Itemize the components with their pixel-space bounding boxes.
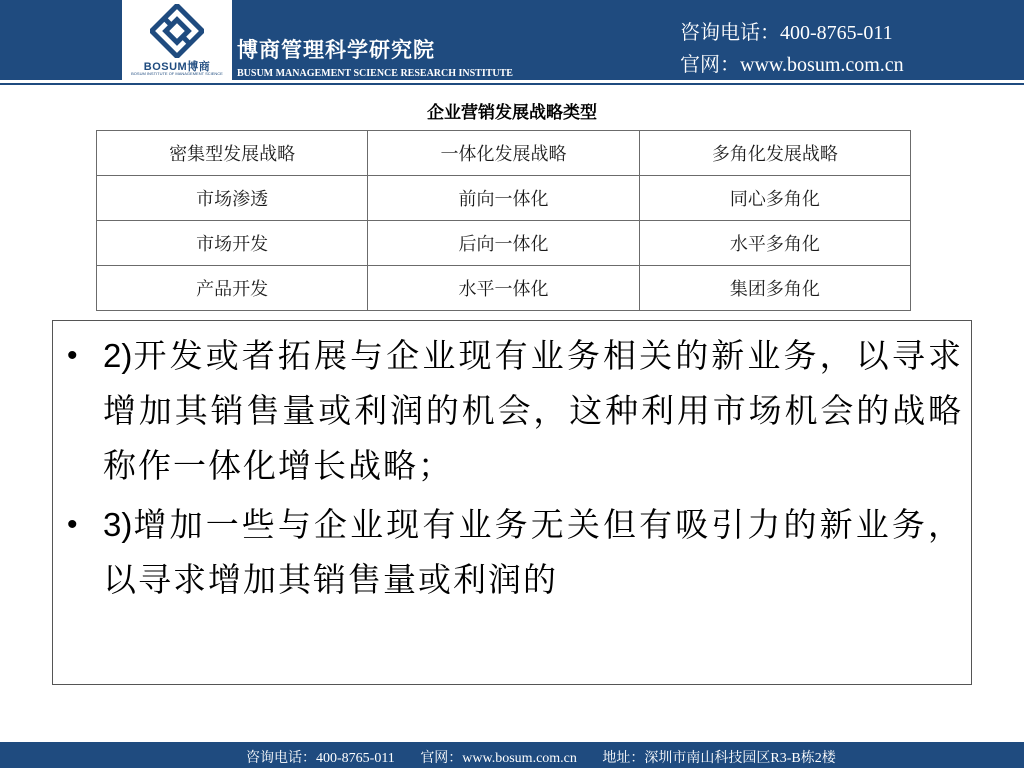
table-cell: 前向一体化 [368, 176, 639, 221]
content-text-box [52, 320, 972, 685]
table-cell: 市场渗透 [97, 176, 368, 221]
bullet-text: 增加一些与企业现有业务无关但有吸引力的新业务，以寻求增加其销售量或利润的 [103, 505, 963, 599]
bullet-number: 2) [103, 337, 133, 374]
institute-name-en: BUSUM MANAGEMENT SCIENCE RESEARCH INSTITUTE [237, 68, 513, 79]
footer-address: 地址：深圳市南山科技园区R3-B栋2楼 [602, 751, 836, 766]
table-row [97, 266, 911, 311]
table-cell: 同心多角化 [639, 176, 910, 221]
table-cell: 集团多角化 [639, 266, 910, 311]
logo [122, 0, 232, 80]
table-header-row [97, 131, 911, 176]
bullet-item [53, 328, 971, 493]
header-bar [0, 0, 1024, 80]
table-row [97, 221, 911, 266]
table-cell: 市场开发 [97, 221, 368, 266]
footer-info [246, 747, 858, 767]
institute-name-cn: 博商管理科学研究院 [237, 37, 435, 62]
footer-bar [0, 742, 1024, 768]
table-cell: 产品开发 [97, 266, 368, 311]
table-cell: 水平一体化 [368, 266, 639, 311]
table-header-cell: 密集型发展战略 [97, 131, 368, 176]
table-row [97, 176, 911, 221]
header-divider [0, 83, 1024, 85]
table-header-cell: 一体化发展战略 [368, 131, 639, 176]
bullet-number: 3) [103, 506, 133, 543]
bullet-text: 开发或者拓展与企业现有业务相关的新业务，以寻求增加其销售量或利润的机会，这种利用市场机会的战略称作一体化增长战略； [103, 336, 963, 485]
bullet-item [53, 497, 971, 607]
bullet-list [53, 328, 971, 607]
logo-subtext: BOSUM INSTITUTE OF MANAGEMENT SCIENCE [131, 71, 223, 76]
header-website[interactable]: 官网：www.bosum.com.cn [680, 54, 904, 76]
bullet-marker: • [67, 339, 80, 372]
table-header-cell: 多角化发展战略 [639, 131, 910, 176]
table-cell: 水平多角化 [639, 221, 910, 266]
table-caption: 企业营销发展战略类型 [427, 103, 597, 123]
bullet-marker: • [67, 508, 80, 541]
bosum-logo-icon [150, 4, 204, 58]
logo-text: BOSUM博商 [143, 61, 211, 73]
footer-phone: 咨询电话：400-8765-011 [246, 751, 395, 766]
footer-website[interactable]: 官网：www.bosum.com.cn [420, 751, 577, 766]
strategy-table [96, 130, 911, 311]
header-phone: 咨询电话：400-8765-011 [680, 22, 893, 44]
table-cell: 后向一体化 [368, 221, 639, 266]
